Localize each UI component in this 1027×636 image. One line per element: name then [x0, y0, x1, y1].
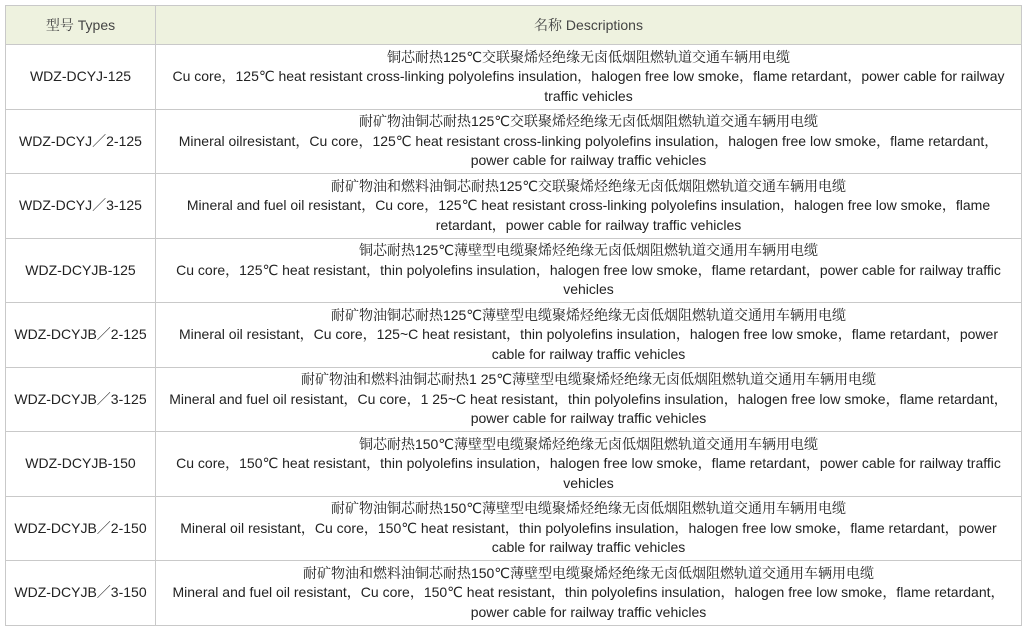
- description-cell: [156, 561, 1022, 626]
- description-en: Mineral oil resistant，Cu core，125~C heat resistant，thin polyolefins insulation，halogen free low smoke，flame retardant，power cable for railway traffic vehicles: [178, 326, 998, 362]
- product-spec-table: [5, 5, 1022, 626]
- description-en: Mineral and fuel oil resistant，Cu core，125℃ heat resistant cross-linking polyolefins insulation，halogen free low smoke，flame retardant，power cable for railway traffic vehicles: [186, 197, 991, 233]
- table-row: [6, 174, 1022, 239]
- table-row: [6, 45, 1022, 110]
- description-zh: 耐矿物油铜芯耐热150℃薄壁型电缆聚烯烃绝缘无卤低烟阻燃轨道交通用车辆用电缆: [330, 500, 847, 516]
- type-cell: WDZ-DCYJ／2-125: [6, 109, 156, 174]
- description-cell: [156, 367, 1022, 432]
- description-zh: 耐矿物油铜芯耐热125℃交联聚烯烃绝缘无卤低烟阻燃轨道交通车辆用电缆: [358, 113, 819, 129]
- table-row: [6, 303, 1022, 368]
- description-en: Cu core，125℃ heat resistant，thin polyolefins insulation，halogen free low smoke，flame retardant，power cable for railway traffic vehicles: [176, 261, 1001, 297]
- type-cell: WDZ-DCYJ-125: [6, 45, 156, 110]
- description-zh: 耐矿物油和燃料油铜芯耐热1 25℃薄壁型电缆聚烯烃绝缘无卤低烟阻燃轨道交通用车辆用电缆: [301, 371, 876, 387]
- type-cell: WDZ-DCYJB／2-150: [6, 496, 156, 561]
- description-zh: 耐矿物油铜芯耐热125℃薄壁型电缆聚烯烃绝缘无卤低烟阻燃轨道交通用车辆用电缆: [330, 306, 847, 323]
- header-row: [6, 6, 1022, 45]
- table-row: [6, 109, 1022, 174]
- type-cell: WDZ-DCYJB-150: [6, 432, 156, 497]
- description-en: Mineral and fuel oil resistant，Cu core，150℃ heat resistant，thin polyolefins insulation，halogen free low smoke，flame retardant，power cable for railway traffic vehicles: [172, 584, 1005, 620]
- description-en: Mineral and fuel oil resistant，Cu core，1 25~C heat resistant，thin polyolefins insulation，halogen free low smoke，flame retardant，power cable for railway traffic vehicles: [169, 390, 1008, 426]
- table-body: [6, 45, 1022, 626]
- description-zh: 耐矿物油和燃料油铜芯耐热125℃交联聚烯烃绝缘无卤低烟阻燃轨道交通车辆用电缆: [330, 177, 847, 194]
- type-cell: WDZ-DCYJB／2-125: [6, 303, 156, 368]
- type-cell: WDZ-DCYJB／3-150: [6, 561, 156, 626]
- type-cell: WDZ-DCYJB／3-125: [6, 367, 156, 432]
- description-en: Cu core，150℃ heat resistant，thin polyolefins insulation，halogen free low smoke，flame retardant，power cable for railway traffic vehicles: [176, 455, 1001, 491]
- description-cell: [156, 238, 1022, 303]
- table-header: [6, 6, 1022, 45]
- description-cell: [156, 174, 1022, 239]
- description-cell: [156, 109, 1022, 174]
- description-cell: [156, 303, 1022, 368]
- table-row: [6, 496, 1022, 561]
- type-cell: WDZ-DCYJ／3-125: [6, 174, 156, 239]
- description-zh: 铜芯耐热150℃薄壁型电缆聚烯烃绝缘无卤低烟阻燃轨道交通用车辆用电缆: [358, 435, 819, 452]
- table-row: [6, 238, 1022, 303]
- description-en: Cu core，125℃ heat resistant cross-linking polyolefins insulation，halogen free low smoke，flame retardant，power cable for railway traffic vehicles: [172, 68, 1005, 104]
- header-types: 型号 Types: [6, 6, 156, 45]
- header-descriptions: 名称 Descriptions: [156, 6, 1022, 45]
- description-cell: [156, 496, 1022, 561]
- description-zh: 铜芯耐热125℃交联聚烯烃绝缘无卤低烟阻燃轨道交通车辆用电缆: [386, 48, 791, 65]
- description-en: Mineral oil resistant，Cu core，150℃ heat resistant，thin polyolefins insulation，halogen free low smoke，flame retardant，power cable for railway traffic vehicles: [180, 519, 997, 555]
- table-row: [6, 561, 1022, 626]
- table-row: [6, 432, 1022, 497]
- table-row: [6, 367, 1022, 432]
- description-en: Mineral oilresistant，Cu core，125℃ heat resistant cross-linking polyolefins insulation，halogen free low smoke，flame retardant，power cable for railway traffic vehicles: [178, 132, 999, 168]
- description-zh: 铜芯耐热125℃薄壁型电缆聚烯烃绝缘无卤低烟阻燃轨道交通用车辆用电缆: [358, 242, 819, 258]
- description-cell: [156, 45, 1022, 110]
- description-zh: 耐矿物油和燃料油铜芯耐热150℃薄壁型电缆聚烯烃绝缘无卤低烟阻燃轨道交通用车辆用电缆: [302, 564, 875, 581]
- description-cell: [156, 432, 1022, 497]
- type-cell: WDZ-DCYJB-125: [6, 238, 156, 303]
